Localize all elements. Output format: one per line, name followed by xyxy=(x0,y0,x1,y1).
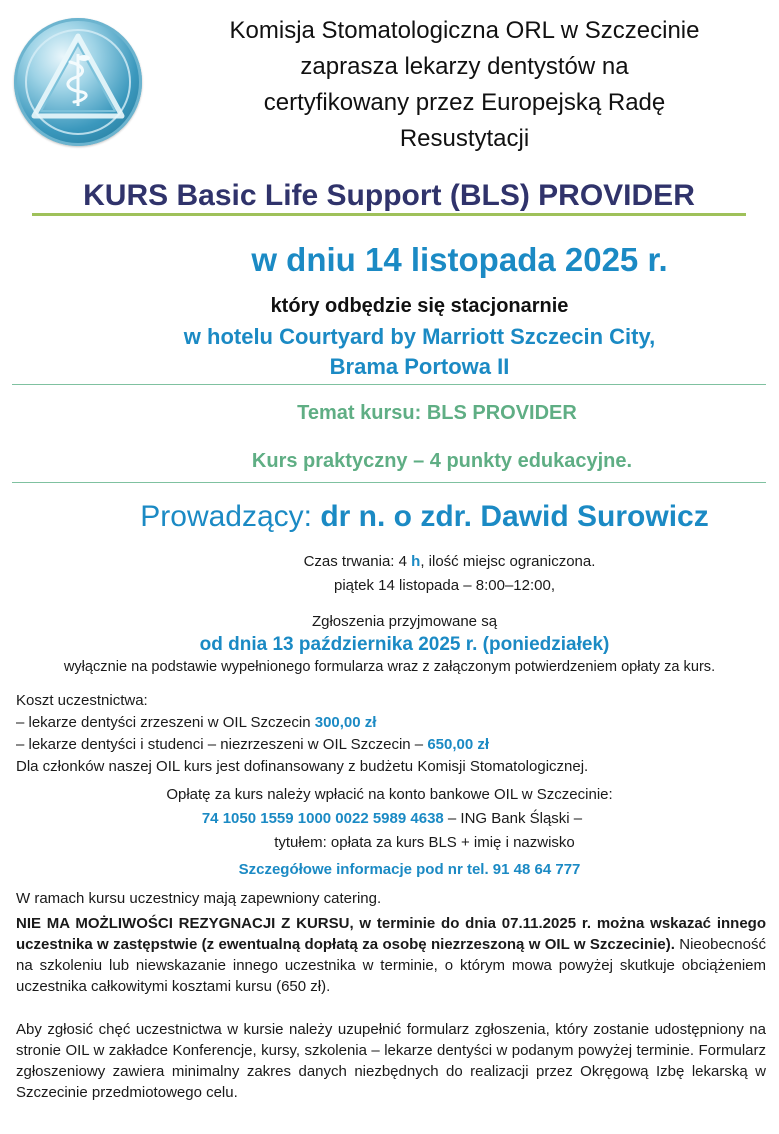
fee-nonmember xyxy=(16,734,766,756)
venue-address: Brama Portowa II xyxy=(329,354,510,379)
duration-unit: h xyxy=(411,553,421,570)
course-date: w dniu 14 listopada 2025 r. xyxy=(251,241,668,278)
bank-account-number: 74 1050 1559 1000 0022 5989 4638 xyxy=(201,810,444,827)
fee-nonmember-label: – lekarze dentyści i studenci – niezrzeszeni w OIL Szczecin – xyxy=(16,736,428,753)
registration-note: wyłącznie na podstawie wypełnionego formularza wraz z załączonym potwierdzeniem opłaty za kurs. xyxy=(63,659,716,675)
course-title-kurs: KURS xyxy=(83,179,169,212)
course-practical-points: Kurs praktyczny – 4 punkty edukacyjne. xyxy=(251,450,633,472)
divider xyxy=(12,384,766,385)
fee-member-price: 300,00 zł xyxy=(314,714,377,731)
cancellation-bold: NIE MA MOŻLIWOŚCI REZYGNACJI Z KURSU, w terminie do dnia 07.11.2025 r. można wskazać innego uczestnika w zastępstwie (z ewentualną dopłatą za osobę niezrzeszoną w OIL w Szczecinie). xyxy=(16,915,766,953)
divider xyxy=(12,482,766,483)
fees-heading: Koszt uczestnictwa: xyxy=(16,692,148,709)
course-topic: Temat kursu: BLS PROVIDER xyxy=(297,402,577,424)
caduceus-triangle-emblem-icon xyxy=(14,18,142,146)
cancellation-policy xyxy=(16,913,766,997)
venue-intro: który odbędzie się stacjonarnie xyxy=(270,295,569,317)
duration-suffix: , ilość miejsc ograniczona. xyxy=(420,553,596,570)
signup-instructions: Aby zgłosić chęć uczestnictwa w kursie należy uzupełnić formularz zgłoszenia, który zostanie udostępniony na stronie OIL w zakładce Konferencje, kursy, szkolenia – lekarze dentyści w podanym powyżej terminie. Formularz zgłoszeniowy zawiera minimalny zakres danych niezbędnych do realizacji przez Okręgową Izbę lekarską w Szczecinie przedmiotowego celu. xyxy=(16,1021,766,1101)
course-title-name: Basic Life Support (BLS) PROVIDER xyxy=(168,179,695,212)
registration-start-date: od dnia 13 października 2025 r. (poniedziałek) xyxy=(199,634,610,655)
fee-member xyxy=(16,712,766,734)
logo xyxy=(14,18,142,146)
title-underline xyxy=(32,213,746,216)
fees-section xyxy=(16,690,766,778)
payment-account-line xyxy=(0,808,779,830)
course-schedule: piątek 14 listopada – 8:00–12:00, xyxy=(333,577,555,594)
fee-member-label: – lekarze dentyści zrzeszeni w OIL Szczecin xyxy=(16,714,315,731)
header-line: certyfikowany przez Europejską Radę xyxy=(263,89,666,116)
duration-prefix: Czas trwania: 4 xyxy=(303,553,412,570)
bank-name: – ING Bank Śląski – xyxy=(443,810,583,827)
venue-hotel: w hotelu Courtyard by Marriott Szczecin City, xyxy=(183,324,656,349)
header-line: Resustytacji xyxy=(399,125,530,152)
lecturer-label: Prowadzący: xyxy=(140,500,321,533)
payment-intro: Opłatę za kurs należy wpłacić na konto bankowe OIL w Szczecinie: xyxy=(166,786,613,803)
header-line: Komisja Stomatologiczna ORL w Szczecinie xyxy=(229,17,700,44)
course-duration xyxy=(0,551,779,573)
lecturer xyxy=(0,497,779,537)
course-title xyxy=(32,178,746,214)
info-phone: Szczegółowe informacje pod nr tel. 91 48 64 777 xyxy=(238,861,581,878)
cancellation-details: Nieobecność na szkoleniu lub niewskazanie innego uczestnika w terminie, o którym mowa powyżej skutkuje obciążeniem uczestnika całkowitymi kosztami kursu (650 zł). xyxy=(16,936,766,995)
payment-title-line: tytułem: opłata za kurs BLS + imię i nazwisko xyxy=(274,834,575,851)
lecturer-name: dr n. o zdr. Dawid Surowicz xyxy=(320,500,709,533)
catering-note: W ramach kursu uczestnicy mają zapewniony catering. xyxy=(16,890,382,907)
registration-intro: Zgłoszenia przyjmowane są xyxy=(311,613,498,630)
organizer-header xyxy=(150,13,779,157)
fee-subsidy-note: Dla członków naszej OIL kurs jest dofinansowany z budżetu Komisji Stomatologicznej. xyxy=(16,758,589,775)
header-line: zaprasza lekarzy dentystów na xyxy=(300,53,629,80)
fee-nonmember-price: 650,00 zł xyxy=(427,736,490,753)
